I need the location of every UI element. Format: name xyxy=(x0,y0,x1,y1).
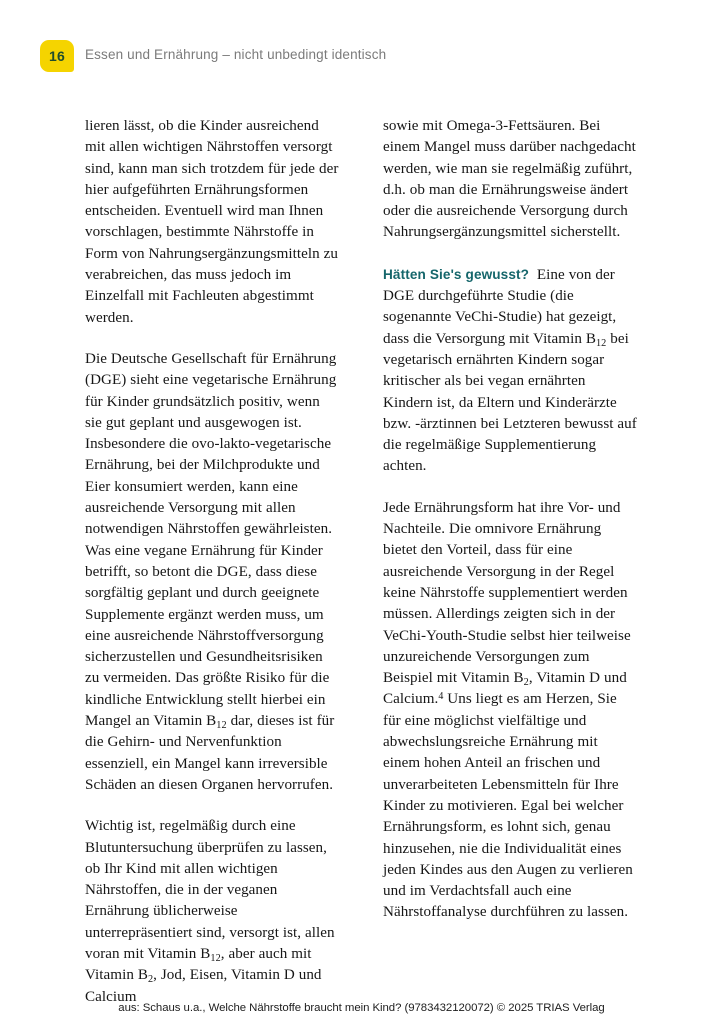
body-columns xyxy=(85,116,638,1008)
paragraph: sowie mit Omega-3-Fettsäuren. Bei einem Mangel muss darüber nachgedacht werden, wie man sie regelmäßig zuführt, d.h. ob man die Ernährungsweise ändert oder die ausreichende Versorgung durch Nahrungsergänzungsmittel sicherstellt. xyxy=(383,118,636,241)
paragraph-did-you-know xyxy=(383,264,638,478)
source-credit: aus: Schaus u.a., Welche Nährstoffe braucht mein Kind? (9783432120072) © 2025 TRIAS Verlag xyxy=(118,1002,605,1014)
paragraph: Wichtig ist, regelmäßig durch eine Blutuntersuchung überprüfen zu lassen, ob Ihr Kind mit allen wichtigen Nährstoffen, die in der veganen Ernährung üblicherweise unterrepräsentiert sind, versorgt ist, allen voran mit Vitamin $B_{12}$, aber auch mit Vitamin $B_2$, Jod, Eisen, Vitamin D und Calcium xyxy=(85,818,335,1005)
did-you-know-lead-in: Hätten Sie's gewusst? xyxy=(383,266,530,282)
page-number: 16 xyxy=(49,48,65,64)
page-footer xyxy=(0,998,723,1016)
column-right xyxy=(383,116,638,1008)
page-number-badge xyxy=(40,40,74,72)
column-left xyxy=(85,116,340,1008)
lead-in-spacer xyxy=(529,267,537,283)
paragraph: Die Deutsche Gesellschaft für Ernährung (DGE) sieht eine vegetarische Ernährung für Kinder grundsätzlich positiv, wenn sie gut geplant und ausgewogen ist. Insbesondere die ovo-lakto-vegetarische Ernährung, bei der Milchprodukte und Eier konsumiert werden, kann eine ausreichende Versorgung mit allen notwendigen Nährstoffen gewährleisten. Was eine vegane Ernährung für Kinder betrifft, so betont die DGE, dass diese sorgfältig geplant und durch geeignete Supplemente ergänzt werden muss, um eine ausreichende Nährstoffversorgung sicherzustellen und Gesundheitsrisiken zu vermeiden. Das größte Risiko für die kindliche Entwicklung stellt hierbei ein Mangel an Vitamin $B_{12}$ dar, dieses ist für die Gehirn- und Nervenfunktion essenziell, ein Mangel kann irreversible Schäden an diesen Organen hervorrufen. xyxy=(85,350,337,793)
paragraph: lieren lässt, ob die Kinder ausreichend mit allen wichtigen Nährstoffen versorgt sind, kann man sich trotzdem für jede der hier aufgeführten Ernährungsformen entscheiden. Eventuell wird man Ihnen vorschlagen, bestimmte Nährstoffe in Form von Nahrungsergänzungsmitteln zu verabreichen, das muss jedoch im Einzelfall mit Fachleuten abgestimmt werden. xyxy=(85,118,339,326)
chapter-title: Essen und Ernährung – nicht unbedingt identisch xyxy=(85,47,387,62)
page-running-header xyxy=(0,38,723,78)
paragraph-text: Eine von der DGE durchgeführte Studie (die sogenannte VeChi-Studie) hat gezeigt, dass die Versorgung mit Vitamin $B_{12}$ bei vegetarisch ernährten Kindern sogar kritischer als bei vegan ernährten Kindern ist, da Eltern und Kinderärzte bzw. -ärztinnen bei Letzteren bewusst auf die regelmäßige Supplementierung achten. xyxy=(383,266,637,475)
paragraph: Jede Ernährungsform hat ihre Vor- und Nachteile. Die omnivore Ernährung bietet den Vorteil, dass für eine ausreichende Versorgung in der Regel keine Nährstoffe supplementiert werden müssen. Allerdings zeigten sich in der VeChi-Youth-Studie selbst hier teilweise unzureichende Versorgungen zum Beispiel mit Vitamin $B_2$, Vitamin D und Calcium.$^4$ Uns liegt es am Herzen, Sie für eine möglichst vielfältige und abwechslungsreiche Ernährung mit einem hohen Anteil an frischen und unverarbeiteten Lebensmitteln für Ihre Kinder zu motivieren. Egal bei welcher Ernährungsform, es lohnt sich, genau hinzusehen, nie die Individualität eines jeden Kindes aus den Augen zu verlieren und im Verdachtsfall auch eine Nährstoffanalyse durchführen zu lassen. xyxy=(383,499,633,921)
